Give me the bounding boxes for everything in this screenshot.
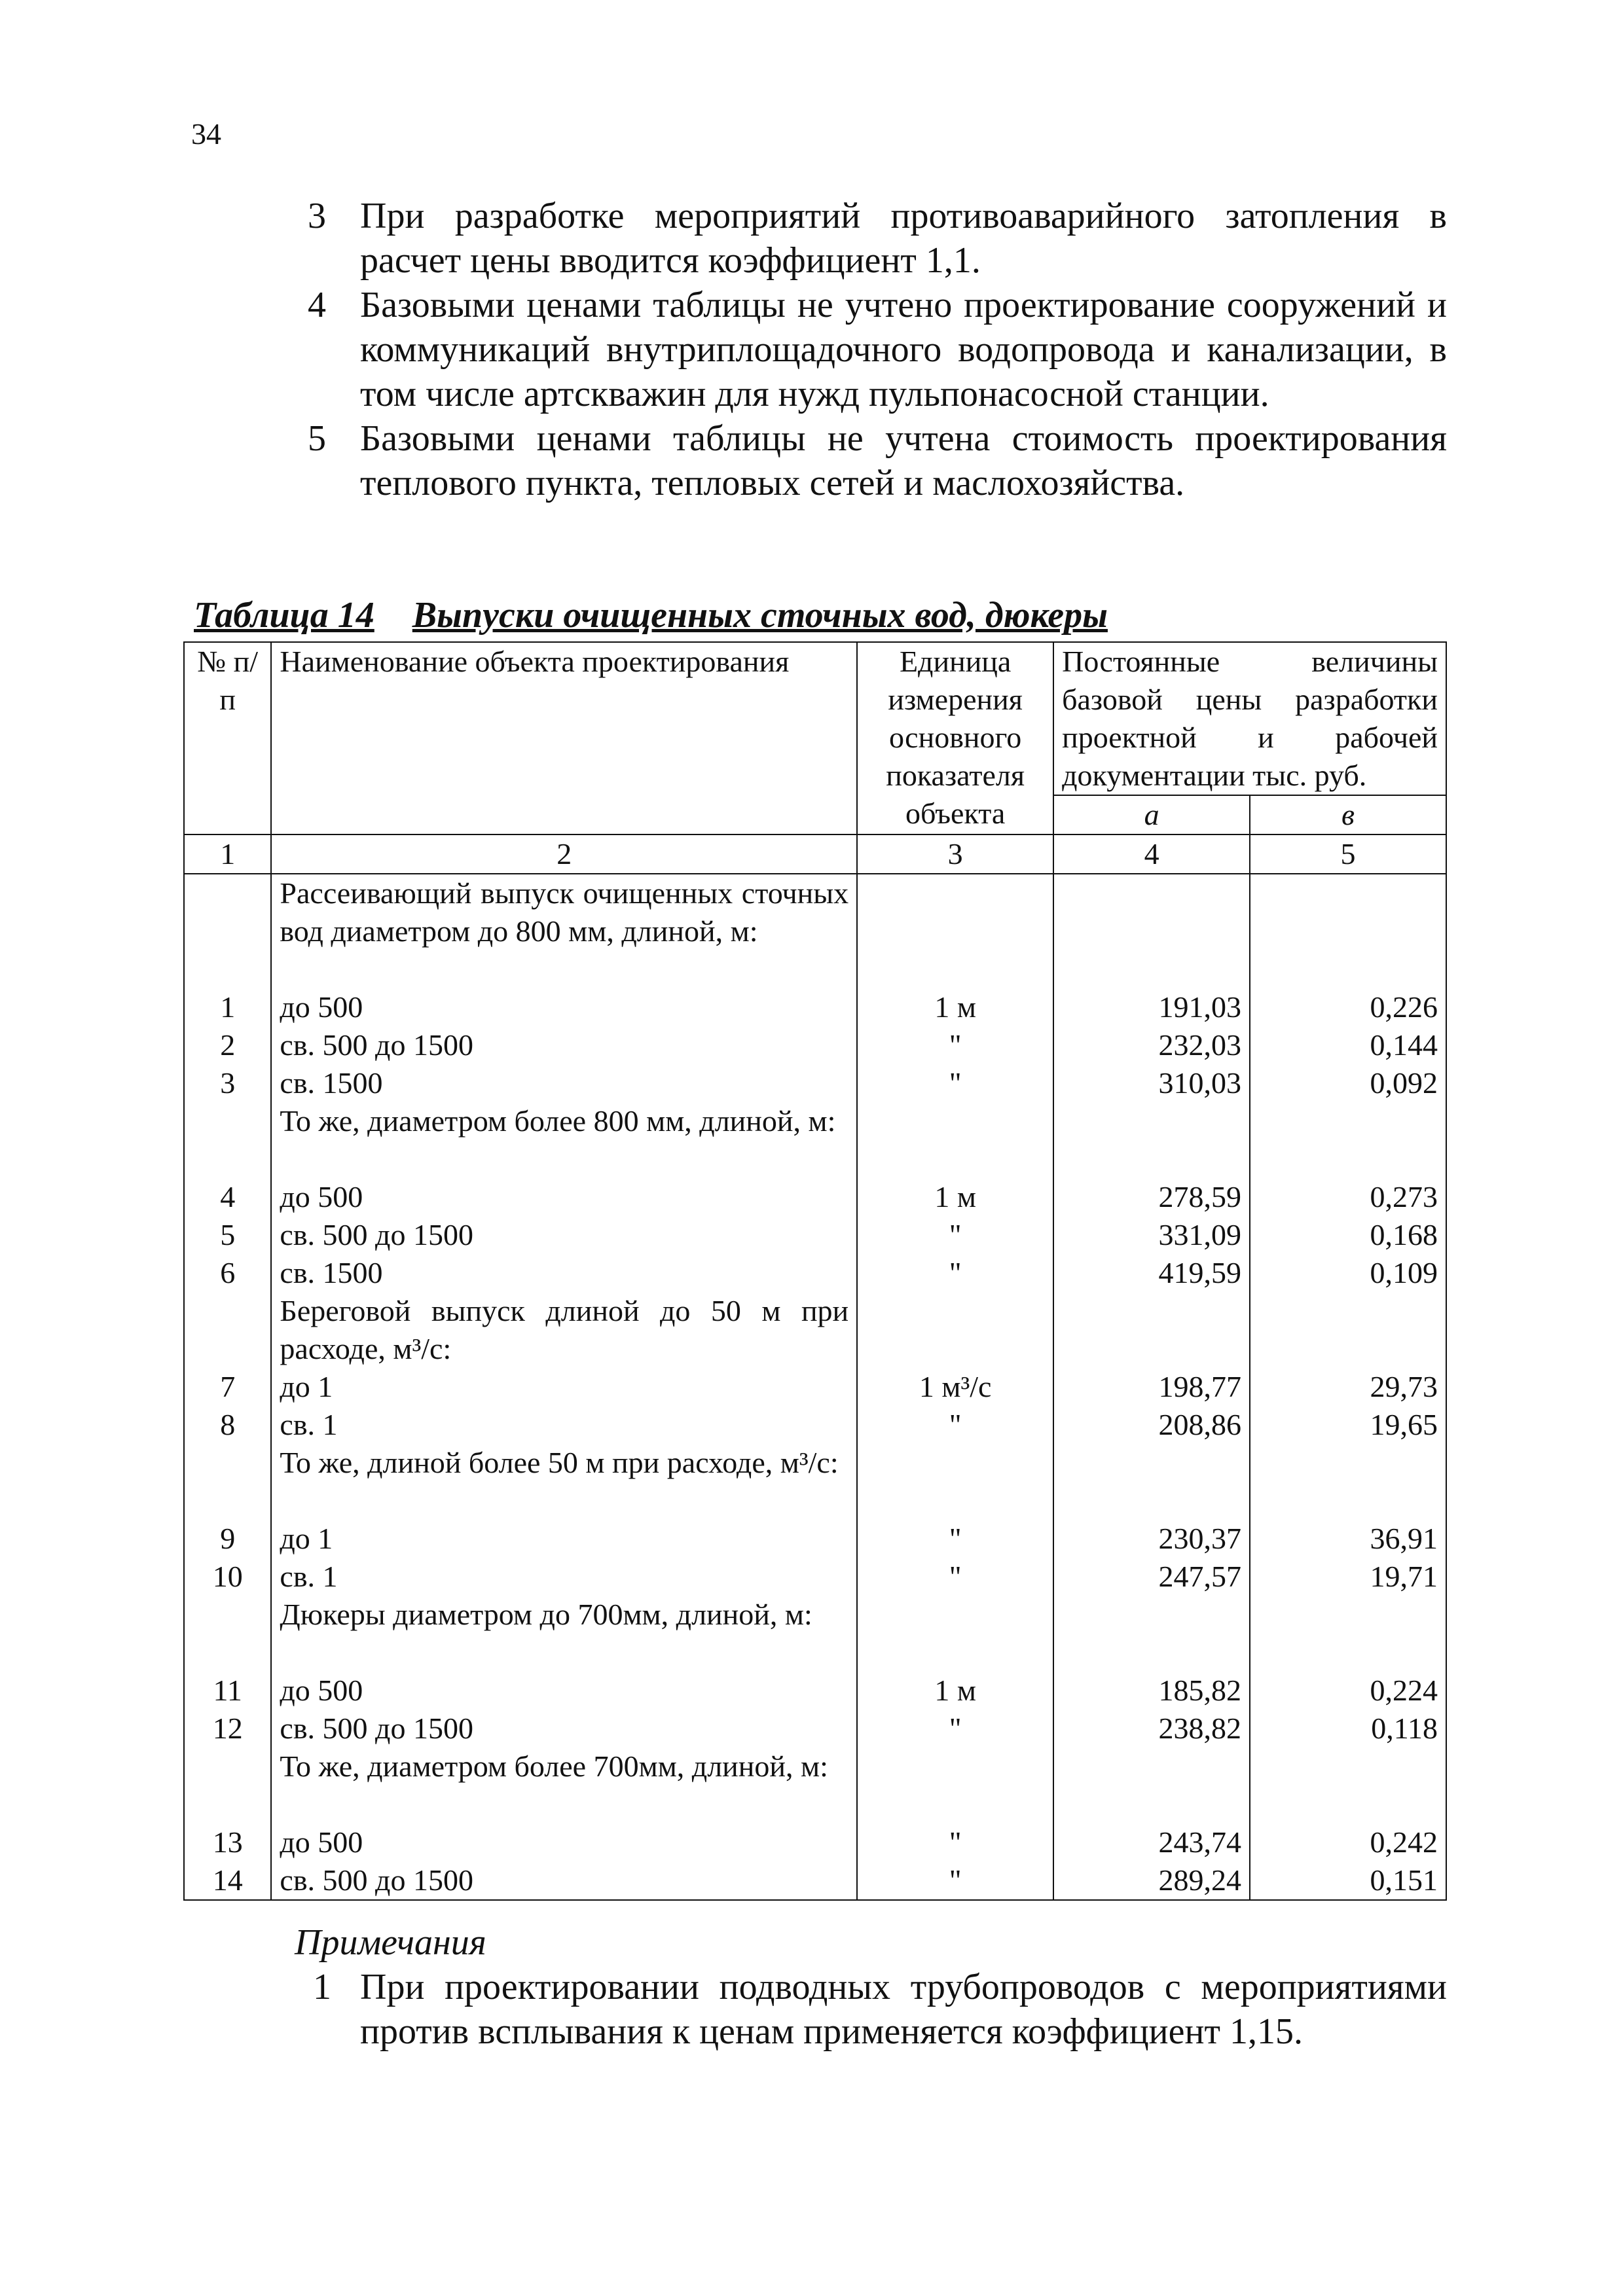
note-item [308,416,1447,505]
row-number: 11 [213,1674,242,1707]
spacer [1258,1292,1438,1368]
row-number: 10 [212,1560,243,1593]
column-number: 3 [857,834,1053,874]
row-value-a: 230,37 [1158,1522,1242,1555]
row-name: св. 1 [280,1408,338,1441]
spacer [866,1292,1045,1368]
row-name: до 1 [280,1522,333,1555]
header-number: № п/п [184,642,271,834]
spacer [192,1748,263,1823]
row-name: св. 1 [280,1560,338,1593]
body-col-a [1053,874,1250,1900]
row-value-a: 232,03 [1158,1028,1242,1062]
row-value-a: 238,82 [1158,1712,1242,1745]
row-value-b: 19,65 [1370,1408,1438,1441]
notes-title: Примечания [295,1922,486,1963]
row-unit: " [949,1066,962,1100]
spacer [1062,1444,1241,1520]
row-value-a: 185,82 [1158,1674,1242,1707]
row-value-a: 191,03 [1158,990,1242,1024]
notes-bottom [295,1920,1447,2054]
row-number: 8 [220,1408,236,1441]
spacer [1258,1596,1438,1672]
column-number: 4 [1053,834,1250,874]
body-col-name [271,874,857,1900]
row-value-a: 278,59 [1158,1180,1242,1213]
spacer [1062,1292,1241,1368]
notes-top [308,194,1447,505]
header-row [184,642,1446,795]
row-name: до 500 [280,1180,363,1213]
column-numbers-row [184,834,1446,874]
row-unit: " [949,1560,962,1593]
group-title: То же, длиной более 50 м при расходе, м³/с: [280,1446,839,1479]
row-unit: 1 м [934,1180,976,1213]
row-value-a: 310,03 [1158,1066,1242,1100]
row-unit: 1 м [934,990,976,1024]
table-caption [194,594,1108,636]
group-title: Рассеивающий выпуск очищенных сточных вод диаметром до 800 мм, длиной, м: [280,876,849,948]
spacer [866,874,1045,988]
row-value-a: 198,77 [1158,1370,1242,1403]
header-constants: Постоянные величины базовой цены разработки проектной и рабочей документации тыс. руб. [1053,642,1446,795]
body-col-number [184,874,271,1900]
group-title: То же, диаметром более 800 мм, длиной, м: [280,1104,836,1138]
note-text: При разработке мероприятий противоаварийного затопления в расчет цены вводится коэффициент 1,1. [360,196,1447,281]
row-value-b: 36,91 [1370,1522,1438,1555]
row-number: 12 [212,1712,243,1745]
spacer [192,874,263,988]
spacer [192,1596,263,1672]
header-sub-b: в [1250,795,1446,834]
row-unit: " [949,1863,962,1897]
row-number: 4 [220,1180,236,1213]
row-value-b: 0,168 [1370,1218,1438,1251]
row-name: св. 1500 [280,1066,383,1100]
note-item [308,194,1447,283]
spacer [1258,1748,1438,1823]
header-unit: Единица измерения основного показателя объекта [857,642,1053,834]
row-unit: " [949,1256,962,1289]
note-item [308,283,1447,416]
spacer [1258,1444,1438,1520]
row-number: 5 [220,1218,236,1251]
header-sub-a: а [1053,795,1250,834]
row-value-b: 19,71 [1370,1560,1438,1593]
row-value-a: 247,57 [1158,1560,1242,1593]
row-value-a: 331,09 [1158,1218,1242,1251]
row-value-a: 419,59 [1158,1256,1242,1289]
header-name: Наименование объекта проектирования [271,642,857,834]
row-value-b: 0,092 [1370,1066,1438,1100]
data-table [183,641,1447,1901]
row-unit: " [949,1825,962,1859]
row-name: св. 500 до 1500 [280,1218,473,1251]
note-number: 4 [308,285,326,325]
row-unit: " [949,1028,962,1062]
row-unit: " [949,1218,962,1251]
row-value-a: 208,86 [1158,1408,1242,1441]
row-value-b: 0,151 [1370,1863,1438,1897]
row-value-b: 0,273 [1370,1180,1438,1213]
note-text: Базовыми ценами таблицы не учтена стоимость проектирования теплового пункта, тепловых сетей и маслохозяйства. [360,418,1447,503]
row-name: до 500 [280,1825,363,1859]
page-number: 34 [191,117,221,151]
group-title: Береговой выпуск длиной до 50 м при расходе, м³/с: [280,1294,849,1365]
spacer [1062,1102,1241,1178]
row-name: до 500 [280,1674,363,1707]
row-name: св. 1500 [280,1256,383,1289]
note-text: Базовыми ценами таблицы не учтено проектирование сооружений и коммуникаций внутриплощадочного водопровода и канализации, в том числе артскважин для нужд пульпонасосной станции. [360,285,1447,414]
row-unit: " [949,1522,962,1555]
spacer [1258,1102,1438,1178]
row-value-b: 0,109 [1370,1256,1438,1289]
spacer [866,1596,1045,1672]
row-number: 6 [220,1256,236,1289]
row-number: 9 [220,1522,236,1555]
row-name: св. 500 до 1500 [280,1863,473,1897]
row-value-a: 289,24 [1158,1863,1242,1897]
row-number: 7 [220,1370,236,1403]
row-unit: 1 м [934,1674,976,1707]
group-title: То же, диаметром более 700мм, длиной, м: [280,1749,828,1783]
row-value-b: 0,224 [1370,1674,1438,1707]
column-number: 5 [1250,834,1446,874]
row-number: 1 [220,990,236,1024]
note-number: 1 [313,1967,331,2007]
row-value-b: 0,226 [1370,990,1438,1024]
row-number: 14 [212,1863,243,1897]
spacer [1062,1748,1241,1823]
row-name: до 1 [280,1370,333,1403]
table-caption-title: Выпуски очищенных сточных вод, дюкеры [412,595,1108,636]
row-name: св. 500 до 1500 [280,1028,473,1062]
row-value-b: 0,144 [1370,1028,1438,1062]
table-body [184,874,1446,1900]
column-number: 1 [184,834,271,874]
note-item [295,1965,1447,2054]
row-name: до 500 [280,990,363,1024]
row-number: 13 [212,1825,243,1859]
group-title: Дюкеры диаметром до 700мм, длиной, м: [280,1598,812,1631]
spacer [866,1748,1045,1823]
row-number: 3 [220,1066,236,1100]
body-col-unit [857,874,1053,1900]
row-value-a: 243,74 [1158,1825,1242,1859]
row-name: св. 500 до 1500 [280,1712,473,1745]
spacer [1062,874,1241,988]
row-value-b: 29,73 [1370,1370,1438,1403]
spacer [1062,1596,1241,1672]
note-text: При проектировании подводных трубопроводов с мероприятиями против всплывания к ценам применяется коэффициент 1,15. [360,1967,1447,2052]
row-unit: " [949,1712,962,1745]
row-unit: " [949,1408,962,1441]
spacer [866,1444,1045,1520]
table-caption-label: Таблица 14 [194,595,374,636]
spacer [192,1444,263,1520]
spacer [192,1292,263,1368]
row-unit: 1 м³/с [919,1370,992,1403]
spacer [1258,874,1438,988]
row-value-b: 0,242 [1370,1825,1438,1859]
column-number: 2 [271,834,857,874]
row-value-b: 0,118 [1371,1712,1438,1745]
note-number: 5 [308,418,326,459]
note-number: 3 [308,196,326,236]
row-number: 2 [220,1028,236,1062]
spacer [866,1102,1045,1178]
body-col-b [1250,874,1446,1900]
spacer [192,1102,263,1178]
